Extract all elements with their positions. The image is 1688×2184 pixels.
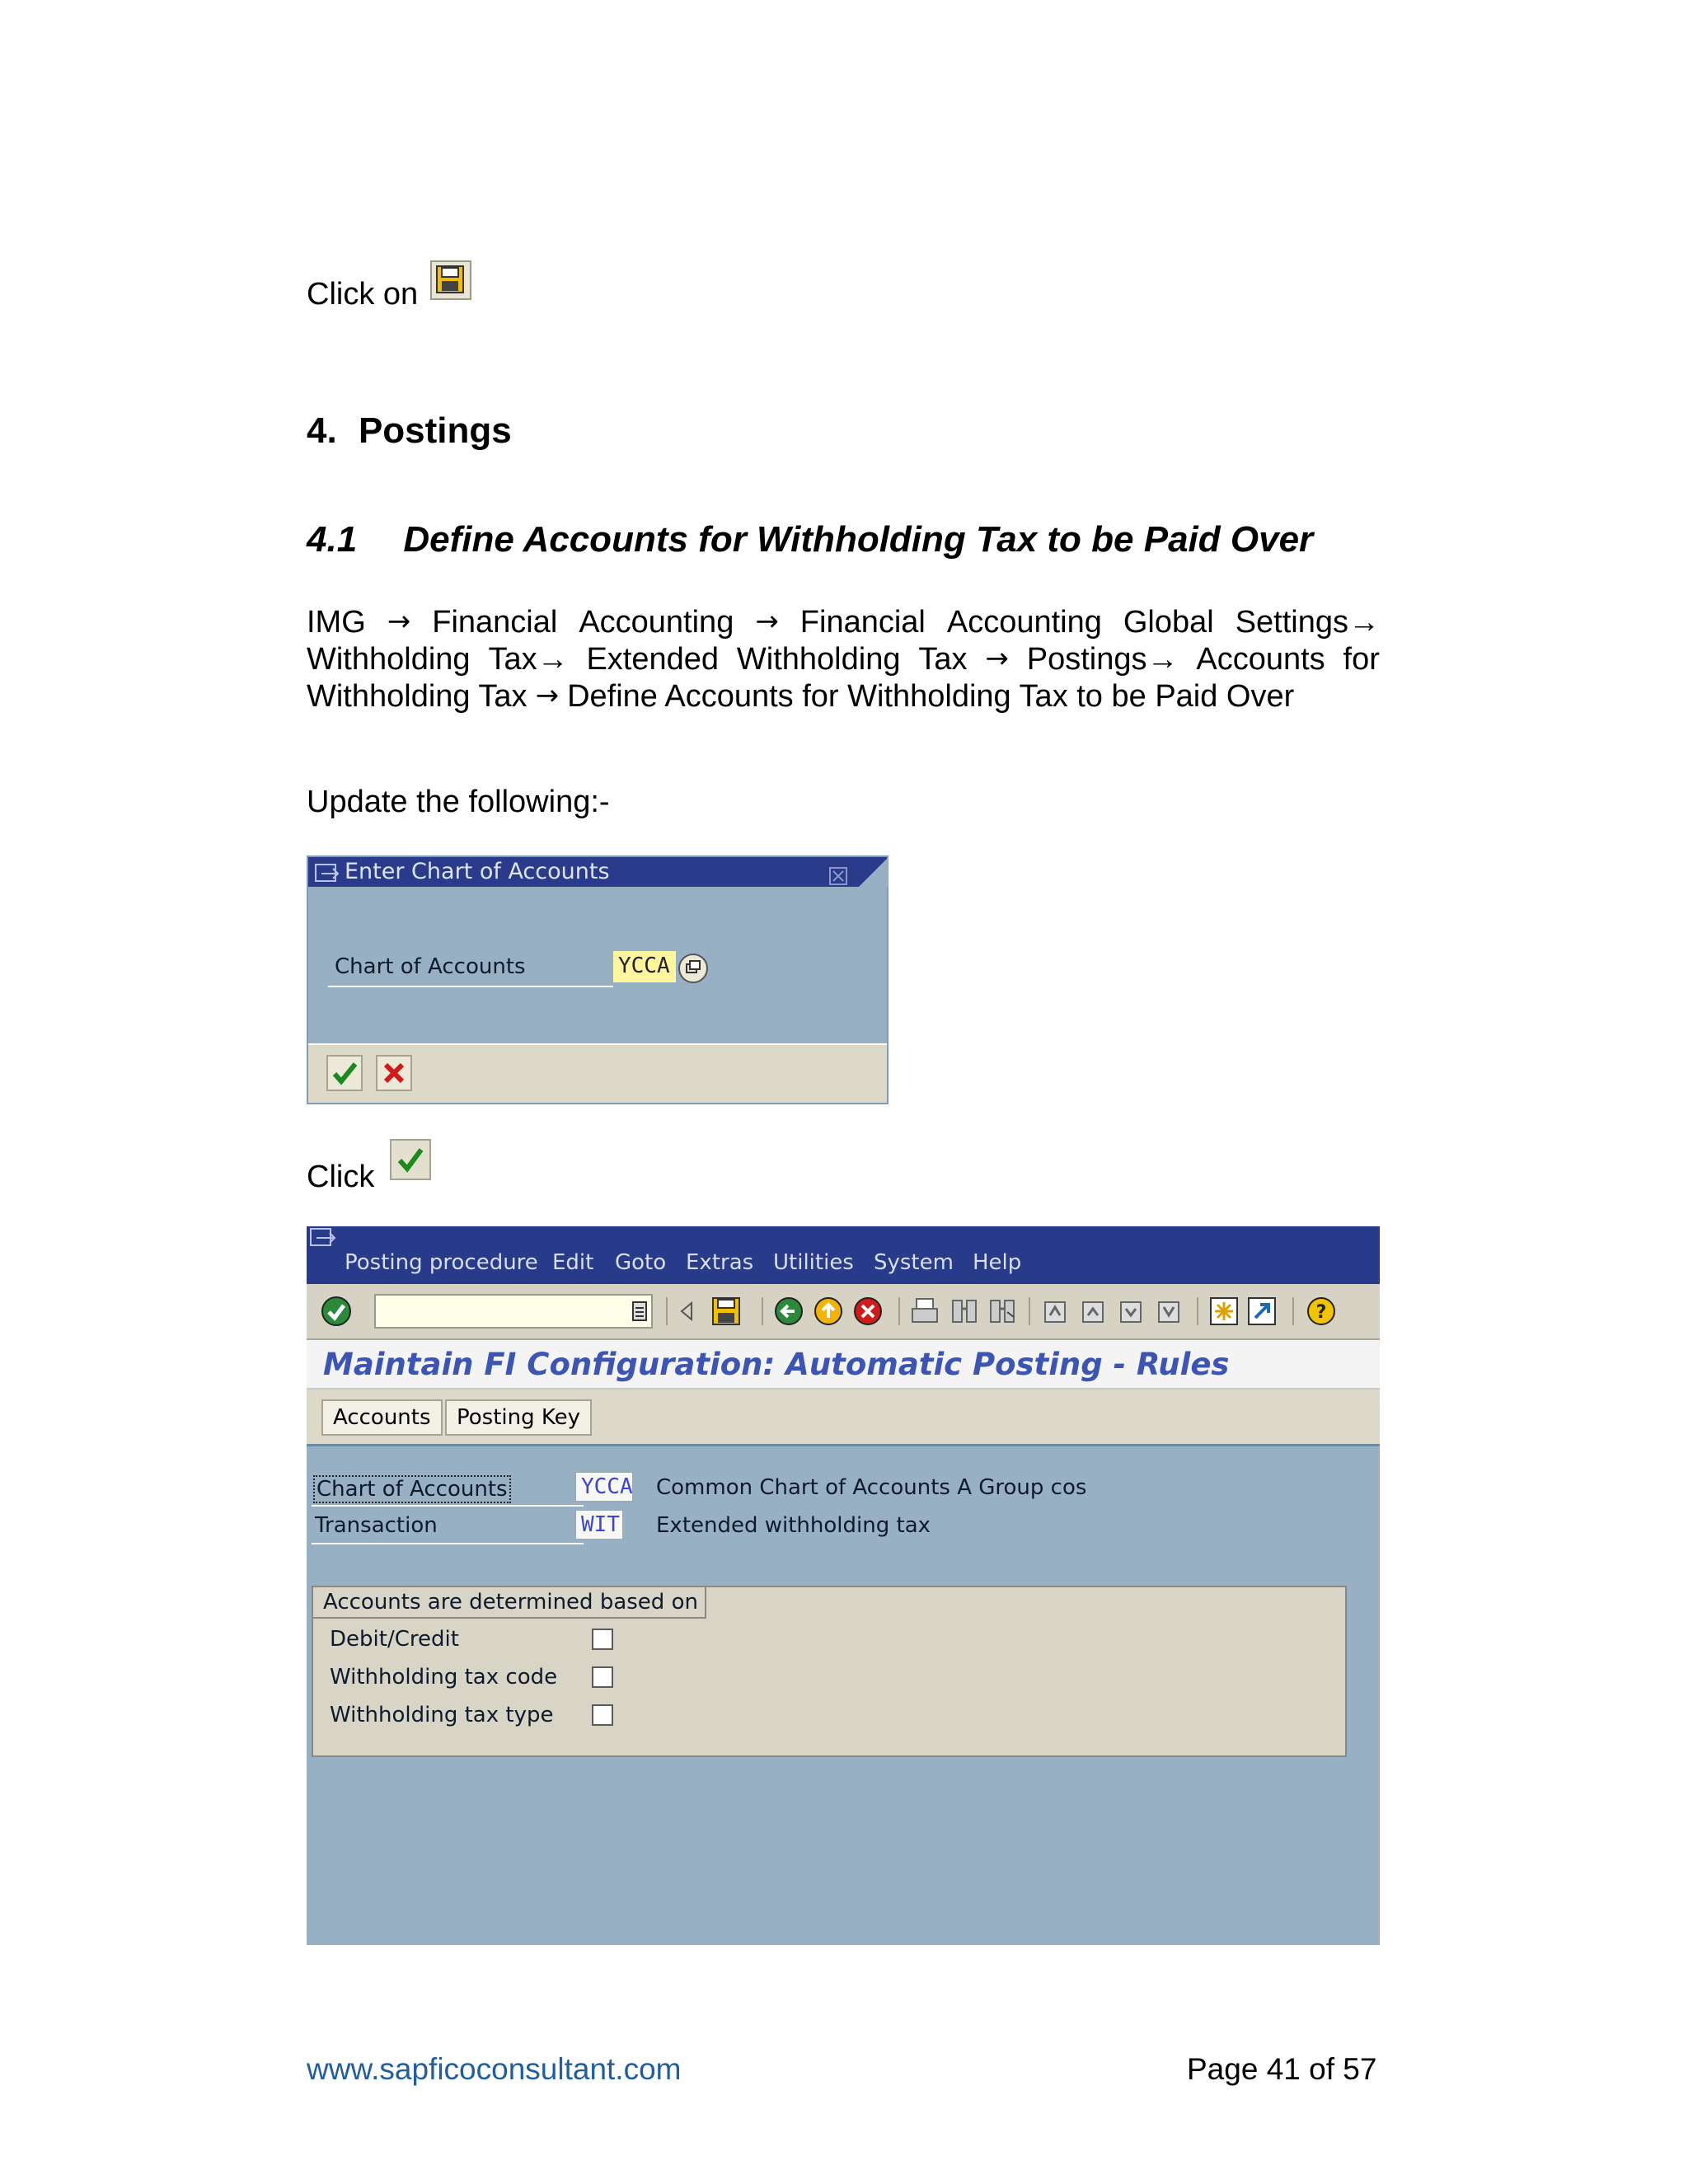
toolbar-separator xyxy=(666,1297,668,1325)
menu-posting-procedure[interactable]: Posting procedure xyxy=(345,1250,538,1275)
path-word: Settings→ xyxy=(1235,605,1380,640)
previous-page-icon[interactable] xyxy=(1078,1297,1108,1329)
withholding-tax-type-checkbox[interactable] xyxy=(592,1704,613,1726)
footer-website[interactable]: www.sapficoconsultant.com xyxy=(307,2052,682,2086)
path-word: Accounting xyxy=(579,605,734,640)
sap-window xyxy=(307,1226,1380,1945)
last-page-icon[interactable] xyxy=(1154,1297,1184,1329)
withholding-tax-code-label: Withholding tax code xyxy=(330,1665,558,1690)
path-word: Global xyxy=(1123,605,1214,640)
path-word: Tax→ xyxy=(488,642,569,677)
exit-icon[interactable] xyxy=(813,1296,844,1330)
transaction-value: WIT xyxy=(575,1510,623,1540)
path-word: Withholding Tax xyxy=(307,679,528,714)
menu-edit[interactable]: Edit xyxy=(552,1250,594,1275)
find-next-icon[interactable] xyxy=(987,1297,1017,1329)
field-underline xyxy=(312,1543,584,1544)
svg-text:?: ? xyxy=(1315,1302,1327,1323)
find-icon[interactable] xyxy=(950,1297,979,1329)
footer-page-number: Page 41 of 57 xyxy=(1187,2052,1377,2086)
toolbar-separator xyxy=(898,1297,900,1325)
menu-utilities[interactable]: Utilities xyxy=(773,1250,854,1275)
cancel-button[interactable] xyxy=(376,1055,412,1091)
path-word: Tax xyxy=(918,642,968,677)
section-heading xyxy=(307,410,512,452)
print-icon[interactable] xyxy=(910,1297,940,1329)
section-title: Postings xyxy=(358,410,512,451)
menu-path-line-1 xyxy=(307,605,1380,640)
path-word: Define Accounts for Withholding Tax to be Paid Over xyxy=(567,679,1295,714)
debit-credit-label: Debit/Credit xyxy=(330,1627,459,1652)
path-word: IMG xyxy=(307,605,366,640)
save-floppy-icon xyxy=(430,260,471,308)
search-help-icon[interactable] xyxy=(678,953,709,987)
path-word: Financial xyxy=(799,605,926,640)
field-underline xyxy=(312,1505,584,1507)
path-word: Extended xyxy=(586,642,720,677)
click-line xyxy=(307,1154,431,1203)
withholding-tax-code-checkbox[interactable] xyxy=(592,1666,613,1688)
posting-key-button[interactable]: Posting Key xyxy=(445,1399,592,1436)
menu-path-line-3 xyxy=(307,679,1380,715)
intro-text: Click on xyxy=(307,277,419,312)
subsection-number: 4.1 xyxy=(307,519,358,560)
toolbar-separator xyxy=(1029,1297,1030,1325)
help-icon[interactable] xyxy=(1306,1296,1337,1330)
debit-credit-checkbox[interactable] xyxy=(592,1629,613,1650)
click-text: Click xyxy=(307,1160,375,1195)
confirm-button[interactable] xyxy=(326,1055,363,1091)
chart-of-accounts-input[interactable]: YCCA xyxy=(613,951,676,982)
command-field[interactable] xyxy=(374,1294,653,1329)
menu-system[interactable]: System xyxy=(874,1250,954,1275)
field-underline xyxy=(328,986,613,987)
save-floppy-icon[interactable] xyxy=(710,1296,742,1330)
dialog-field-label: Chart of Accounts xyxy=(335,954,526,979)
back-icon[interactable] xyxy=(773,1296,804,1330)
cancel-icon[interactable] xyxy=(852,1296,884,1330)
path-word: Financial xyxy=(432,605,558,640)
command-history-icon[interactable] xyxy=(631,1301,648,1325)
collapse-left-icon[interactable] xyxy=(679,1301,694,1325)
transaction-label: Transaction xyxy=(315,1513,438,1538)
path-word: Accounts xyxy=(1196,642,1325,677)
checkmark-icon xyxy=(390,1139,431,1188)
toolbar-separator xyxy=(1292,1297,1294,1325)
window-icon xyxy=(310,1228,336,1251)
dialog-titlebar xyxy=(308,857,887,887)
chart-of-accounts-label: Chart of Accounts xyxy=(313,1475,511,1503)
chart-of-accounts-dialog xyxy=(307,855,889,1104)
menu-path xyxy=(307,605,1380,715)
dialog-title: Enter Chart of Accounts xyxy=(345,859,610,884)
chart-of-accounts-value: YCCA xyxy=(575,1472,633,1502)
path-arrow: → xyxy=(535,679,560,712)
determination-group-box xyxy=(312,1586,1347,1757)
menu-goto[interactable]: Goto xyxy=(615,1250,667,1275)
window-icon xyxy=(315,862,340,892)
checkmark-icon xyxy=(328,1057,361,1090)
group-box-title: Accounts are determined based on xyxy=(313,1587,706,1619)
chart-of-accounts-description: Common Chart of Accounts A Group cos xyxy=(656,1475,1087,1500)
path-arrow: → xyxy=(387,605,411,638)
enter-icon[interactable] xyxy=(320,1295,353,1331)
screen-title: Maintain FI Configuration: Automatic Posting - Rules xyxy=(323,1347,1230,1382)
accounts-button[interactable]: Accounts xyxy=(321,1399,443,1436)
intro-line xyxy=(307,272,471,320)
subsection-heading xyxy=(307,519,1313,560)
menu-path-line-2 xyxy=(307,642,1380,677)
menu-extras[interactable]: Extras xyxy=(686,1250,754,1275)
next-page-icon[interactable] xyxy=(1116,1297,1146,1329)
shortcut-icon[interactable] xyxy=(1246,1296,1278,1330)
path-word: Accounting xyxy=(946,605,1102,640)
path-arrow: → xyxy=(755,605,779,638)
new-session-icon[interactable] xyxy=(1208,1296,1240,1330)
update-instruction: Update the following:- xyxy=(307,785,610,819)
path-word: for xyxy=(1343,642,1380,677)
withholding-tax-type-label: Withholding tax type xyxy=(330,1703,554,1727)
path-word: Withholding xyxy=(307,642,471,677)
close-icon[interactable] xyxy=(829,864,847,893)
cancel-x-icon xyxy=(377,1057,410,1090)
menu-help[interactable]: Help xyxy=(973,1250,1022,1275)
menu-bar xyxy=(307,1226,1380,1284)
transaction-description: Extended withholding tax xyxy=(656,1513,931,1538)
path-word: Postings→ xyxy=(1026,642,1179,677)
subsection-title: Define Accounts for Withholding Tax to be Paid Over xyxy=(403,519,1314,560)
screen-title-bar xyxy=(307,1340,1380,1390)
standard-toolbar xyxy=(307,1284,1380,1340)
first-page-icon[interactable] xyxy=(1040,1297,1070,1329)
application-toolbar xyxy=(307,1390,1380,1446)
toolbar-separator xyxy=(1197,1297,1198,1325)
section-number: 4. xyxy=(307,410,337,451)
toolbar-separator xyxy=(762,1297,763,1325)
dialog-footer xyxy=(308,1043,887,1103)
path-arrow: → xyxy=(985,642,1009,675)
path-word: Withholding xyxy=(736,642,901,677)
